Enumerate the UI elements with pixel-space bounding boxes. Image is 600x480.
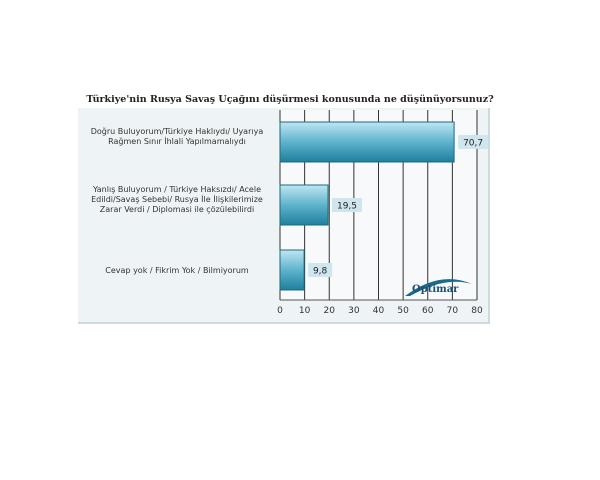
x-tick-label: 10 [298, 306, 311, 316]
bar [280, 185, 328, 225]
optimar-logo: Optimar [412, 284, 459, 295]
x-tick-label: 0 [277, 306, 283, 316]
x-tick-label: 20 [323, 306, 335, 316]
chart-title: Türkiye'nin Rusya Savaş Uçağını düşürmesi konusunda ne düşünüyorsunuz? [86, 94, 494, 105]
x-tick-label: 70 [446, 306, 459, 316]
bar [280, 122, 454, 162]
category-label: Yanlış Buluyorum / Türkiye Haksızdı/ Acele Edildi/Savaş Sebebi/ Rusya İle İlişkilerimize Zarar Verdi / Diplomasi ile çözülebilirdi [91, 185, 263, 214]
x-tick-label: 80 [471, 306, 483, 316]
data-label: 9,8 [312, 266, 328, 277]
data-label: 70,7 [463, 138, 484, 149]
category-label: Doğru Buluyorum/Türkiye Haklıydı/ Uyarıya Rağmen Sınır İhlali Yapılmamalıydı [90, 127, 264, 146]
x-tick-label: 40 [372, 306, 385, 316]
x-tick-label: 50 [397, 306, 409, 316]
x-tick-label: 60 [422, 306, 434, 316]
category-label: Cevap yok / Fikrim Yok / Bilmiyorum [105, 266, 249, 275]
x-tick-label: 30 [348, 306, 360, 316]
data-label: 19,5 [336, 201, 358, 212]
bar [280, 250, 304, 290]
